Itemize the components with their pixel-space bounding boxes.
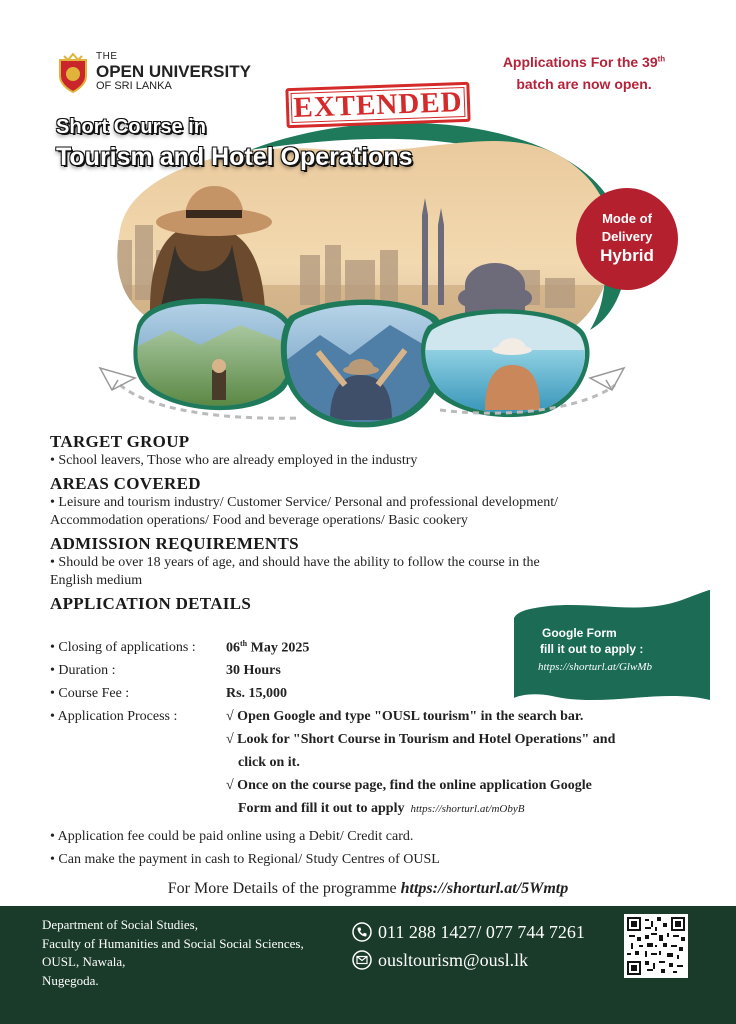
uni-country: OF SRI LANKA (96, 80, 172, 92)
google-form-subtitle: fill it out to apply : (540, 642, 644, 656)
areas-covered-text-2: Accommodation operations/ Food and beverage operations/ Basic cookery (50, 513, 468, 528)
university-name (96, 52, 251, 92)
step-2a: √ Look for "Short Course in Tourism and Hotel Operations" and (226, 732, 616, 747)
applications-open-notice (484, 52, 684, 95)
areas-covered-text-1: • Leisure and tourism industry/ Customer Service/ Personal and professional development/ (50, 495, 559, 510)
delivery-mode: Hybrid (600, 246, 654, 266)
uni-the: THE (96, 51, 118, 62)
detail-row-closing (50, 636, 710, 659)
google-form-title: Google Form (542, 626, 617, 640)
closing-label: • Closing of applications : (50, 639, 196, 655)
admission-heading: ADMISSION REQUIREMENTS (50, 534, 299, 553)
target-group-text: • School leavers, Those who are already employed in the industry (50, 453, 418, 468)
address-line3: OUSL, Nawala, (42, 954, 126, 969)
detail-row-duration (50, 659, 710, 682)
address-line4: Nugegoda. (42, 972, 99, 988)
delivery-line2: Delivery (601, 228, 653, 244)
course-title-line1: Short Course in (56, 116, 207, 138)
step-1: √ Open Google and type "OUSL tourism" in the search bar. (226, 709, 584, 724)
department-address (42, 916, 304, 990)
fee-value: Rs. 15,000 (226, 685, 288, 701)
areas-covered-heading: AREAS COVERED (50, 474, 201, 493)
apps-sup: th (657, 54, 666, 64)
payment-notes (50, 825, 710, 871)
step-2b: click on it. (238, 755, 300, 770)
note-2: • Can make the payment in cash to Regional/ Study Centres of OUSL (50, 852, 440, 867)
phone-icon (352, 922, 372, 942)
application-steps (226, 705, 710, 821)
course-info (50, 432, 710, 614)
step-3b: Form and fill it out to apply (238, 801, 405, 816)
extended-stamp: EXTENDED (285, 82, 470, 128)
university-crest-icon (56, 52, 90, 94)
address-line2: Faculty of Humanities and Social Social Sciences, (42, 935, 304, 951)
closing-day: 06 (226, 640, 240, 656)
note-1: • Application fee could be paid online using a Debit/ Credit card. (50, 829, 414, 844)
closing-sup: th (240, 638, 248, 648)
fee-label: • Course Fee : (50, 685, 130, 701)
application-details (50, 636, 710, 871)
admission-text-1: • Should be over 18 years of age, and should have the ability to follow the course in the (50, 555, 540, 570)
qr-code[interactable] (624, 914, 688, 978)
email-icon (352, 950, 372, 970)
detail-row-fee (50, 682, 710, 705)
apps-line1: Applications For the 39 (502, 54, 658, 70)
uni-title: OPEN UNIVERSITY (96, 62, 251, 81)
phone-number[interactable]: 011 288 1427/ 077 744 7261 (378, 922, 585, 942)
step-3a: √ Once on the course page, find the online application Google (226, 778, 592, 793)
duration-label: • Duration : (50, 662, 116, 678)
google-form-link[interactable]: https://shorturl.at/GlwMb (538, 661, 652, 673)
more-details-link[interactable]: https://shorturl.at/5Wmtp (400, 880, 569, 897)
closing-rest: May 2025 (247, 640, 310, 656)
mode-of-delivery-badge (576, 188, 678, 290)
apply-link[interactable]: https://shorturl.at/mObyB (410, 803, 525, 815)
admission-text-2: English medium (50, 573, 143, 588)
course-title-line2: Tourism and Hotel Operations (56, 143, 413, 171)
contact-info (352, 918, 585, 974)
course-title (56, 116, 413, 172)
apps-line2: batch are now open. (516, 75, 652, 92)
address-line1: Department of Social Studies, (42, 917, 198, 932)
more-details-prefix: For More Details of the programme (167, 880, 401, 897)
application-details-heading: APPLICATION DETAILS (50, 594, 252, 613)
footer (0, 906, 736, 1024)
duration-value: 30 Hours (226, 662, 281, 678)
process-label: • Application Process : (50, 708, 178, 724)
more-details (0, 880, 736, 898)
target-group-heading: TARGET GROUP (50, 432, 190, 451)
closing-value (226, 639, 309, 657)
email-address[interactable]: ousltourism@ousl.lk (378, 950, 529, 970)
delivery-line1: Mode of (602, 210, 652, 226)
